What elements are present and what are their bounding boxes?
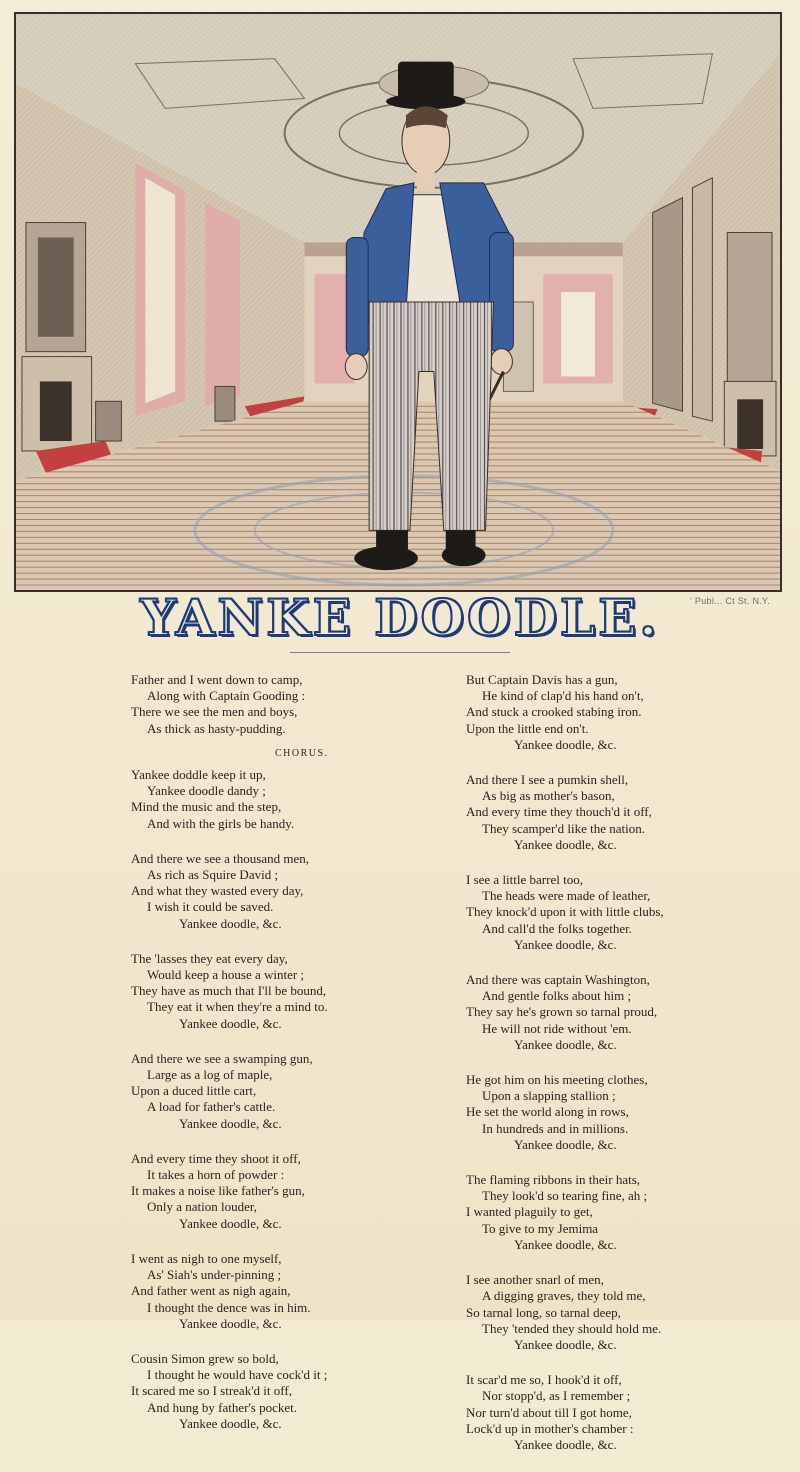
stanza (466, 672, 766, 753)
refrain-line: Yankee doodle, &c. (514, 736, 617, 752)
verse-line: I went as nigh to one myself, (131, 1250, 282, 1266)
verse-line: And every time they shoot it off, (131, 1150, 301, 1166)
verse-line: Yankee doddle keep it up, (131, 767, 266, 783)
verse-line: And there we see a swamping gun, (131, 1050, 313, 1066)
stanza (131, 951, 431, 1032)
verse-line: And hung by father's pocket. (147, 1399, 298, 1415)
refrain-line: Yankee doodle, &c. (514, 1036, 617, 1052)
stanza (466, 972, 766, 1053)
verse-line: I thought he would have cock'd it ; (147, 1367, 328, 1383)
verse-line: He will not ride without 'em. (482, 1020, 632, 1036)
stanza (131, 672, 431, 737)
verse-line: Would keep a house a winter ; (147, 967, 305, 983)
stanza (131, 1151, 431, 1232)
verse-line: It scar'd me so, I hook'd it off, (466, 1372, 622, 1388)
verse-line: I see another snarl of men, (466, 1272, 604, 1288)
verse-line: Upon a duced little cart, (131, 1083, 257, 1099)
verse-line: And stuck a crooked stabing iron. (466, 704, 642, 720)
verse-line: Upon a slapping stallion ; (482, 1088, 616, 1104)
refrain-line: Yankee doodle, &c. (179, 1315, 282, 1331)
verse-line: And every time they thouch'd it off, (466, 804, 652, 820)
refrain-line: Yankee doodle, &c. (179, 1215, 282, 1231)
verse-line: And gentle folks about him ; (482, 988, 632, 1004)
verse-line: And there was captain Washington, (466, 972, 650, 988)
verse-line: I wanted plaguily to get, (466, 1204, 593, 1220)
stanza (466, 872, 766, 953)
verse-line: I see a little barrel too, (466, 872, 583, 888)
verse-line: They eat it when they're a mind to. (147, 999, 328, 1015)
verse-line: He got him on his meeting clothes, (466, 1072, 648, 1088)
verse-line: It takes a horn of powder : (147, 1167, 285, 1183)
verse-line: Nor stopp'd, as I remember ; (482, 1388, 631, 1404)
verse-line: As thick as hasty-pudding. (147, 720, 286, 736)
chorus-heading: CHORUS. (275, 747, 329, 759)
verse-line: And there I see a pumkin shell, (466, 772, 629, 788)
verse-line: Along with Captain Gooding : (147, 688, 306, 704)
verse-line: They say he's grown so tarnal proud, (466, 1004, 658, 1020)
stanza (131, 851, 431, 932)
right-verse-column (466, 672, 766, 1472)
verse-line: As rich as Squire David ; (147, 867, 279, 883)
verse-line: They scamper'd like the nation. (482, 820, 645, 836)
verse-line: Nor turn'd about till I got home, (466, 1404, 632, 1420)
title-rule (290, 652, 510, 653)
verse-line: There we see the men and boys, (131, 704, 298, 720)
verse-line: Yankee doodle dandy ; (147, 783, 266, 799)
stanza (131, 1051, 431, 1132)
chorus-stanza (131, 767, 431, 832)
verse-line: It makes a noise like father's gun, (131, 1183, 305, 1199)
verse-line: He kind of clap'd his hand on't, (482, 688, 644, 704)
verse-line: I thought the dence was in him. (147, 1299, 311, 1315)
stanza (466, 1372, 766, 1453)
verse-line: And with the girls be handy. (147, 815, 295, 831)
verse-line: Father and I went down to camp, (131, 672, 303, 687)
verse-line: I wish it could be saved. (147, 899, 274, 915)
verse-line: And there we see a thousand men, (131, 850, 309, 866)
stanza (466, 1072, 766, 1153)
verse-line: As big as mother's bason, (482, 788, 615, 804)
verse-line: They look'd so tearing fine, ah ; (482, 1188, 648, 1204)
refrain-line: Yankee doodle, &c. (514, 1136, 617, 1152)
verse-line: And what they wasted every day, (131, 883, 304, 899)
verse-line: Lock'd up in mother's chamber : (466, 1420, 634, 1436)
engraving-illustration (16, 14, 780, 590)
verse-line: So tarnal long, so tarnal deep, (466, 1304, 621, 1320)
verse-line: To give to my Jemima (482, 1220, 599, 1236)
left-verse-column (131, 672, 431, 1451)
verse-line: A digging graves, they told me, (482, 1288, 646, 1304)
verse-line: Large as a log of maple, (147, 1067, 273, 1083)
verse-line: They have as much that I'll be bound, (131, 983, 327, 999)
refrain-line: Yankee doodle, &c. (514, 836, 617, 852)
verse-line: Cousin Simon grew so bold, (131, 1350, 279, 1366)
refrain-line: Yankee doodle, &c. (514, 1236, 617, 1252)
verse-line: The flaming ribbons in their hats, (466, 1172, 641, 1188)
stanza (466, 1272, 766, 1353)
refrain-line: Yankee doodle, &c. (179, 1015, 282, 1031)
verse-line: In hundreds and in millions. (482, 1120, 629, 1136)
verse-line: It scared me so I streak'd it off, (131, 1383, 292, 1399)
stanza (466, 1172, 766, 1253)
refrain-line: Yankee doodle, &c. (514, 1336, 617, 1352)
refrain-line: Yankee doodle, &c. (179, 1115, 282, 1131)
verse-line: Only a nation louder, (147, 1199, 257, 1215)
publisher-imprint: ʻ Publ... Ct St. N.Y. (689, 596, 770, 606)
verse-line: The 'lasses they eat every day, (131, 950, 288, 966)
refrain-line: Yankee doodle, &c. (514, 1436, 617, 1452)
refrain-line: Yankee doodle, &c. (179, 915, 282, 931)
verse-line: And father went as nigh again, (131, 1283, 291, 1299)
refrain-line: Yankee doodle, &c. (179, 1415, 282, 1431)
verse-line: Upon the little end on't. (466, 720, 589, 736)
verse-line: Mind the music and the step, (131, 799, 282, 815)
verse-line: A load for father's cattle. (147, 1099, 276, 1115)
ballroom-engraving (14, 12, 782, 592)
verse-line: They 'tended they should hold me. (482, 1320, 662, 1336)
stanza (131, 1351, 431, 1432)
verse-line: But Captain Davis has a gun, (466, 672, 618, 687)
verse-line: And call'd the folks together. (482, 920, 633, 936)
stanza (466, 772, 766, 853)
verse-line: They knock'd upon it with little clubs, (466, 904, 664, 920)
verse-line: As' Siah's under-pinning ; (147, 1267, 282, 1283)
refrain-line: Yankee doodle, &c. (514, 936, 617, 952)
verse-line: The heads were made of leather, (482, 888, 651, 904)
song-title: YANKE DOODLE. (140, 588, 660, 647)
verse-line: He set the world along in rows, (466, 1104, 629, 1120)
